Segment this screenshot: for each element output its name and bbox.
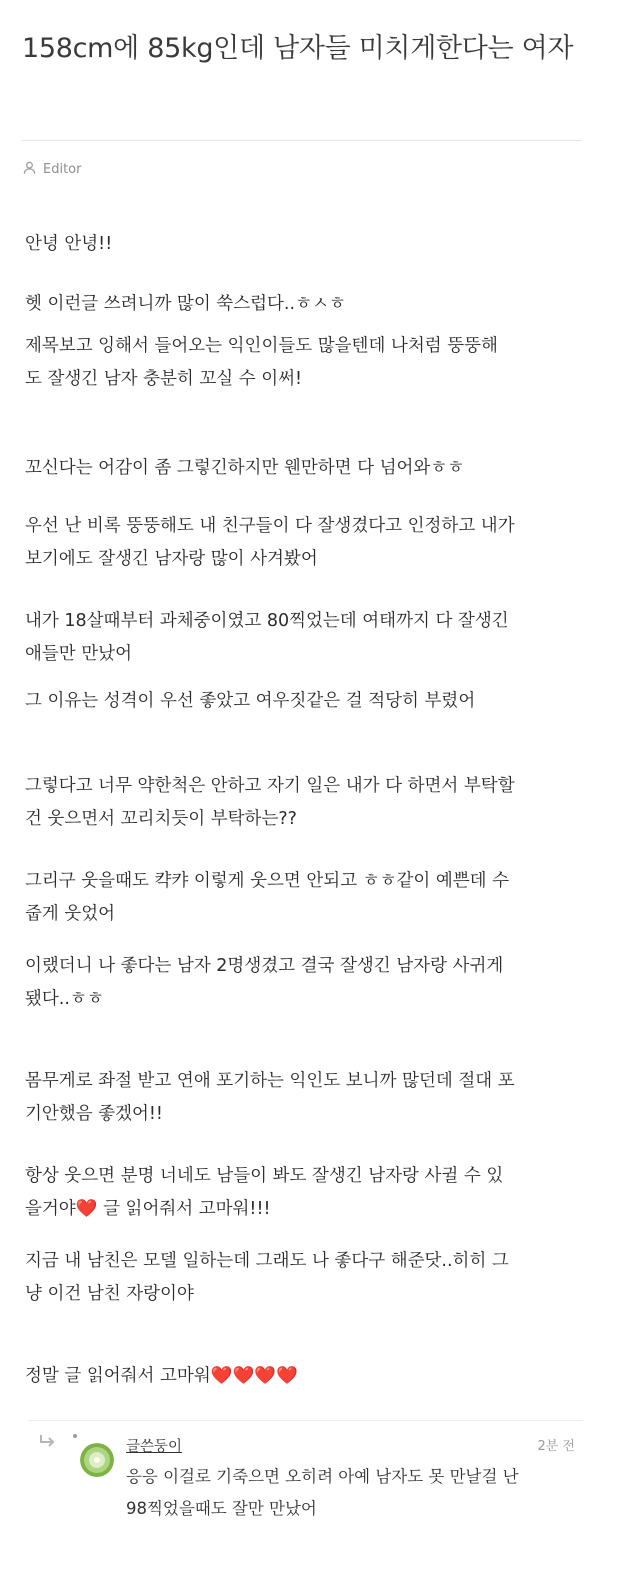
kiwi-avatar-icon[interactable] bbox=[80, 1443, 114, 1477]
paragraph: 꼬신다는 어감이 좀 그렇긴하지만 웬만하면 다 넘어와ㅎㅎ bbox=[25, 458, 465, 478]
paragraph: 정말 글 읽어줘서 고마워❤️❤️❤️❤️ bbox=[25, 1366, 298, 1386]
post-title: 158cm에 85kg인데 남자들 미치게한다는 여자 bbox=[22, 33, 574, 64]
user-icon bbox=[22, 160, 37, 179]
paragraph: 안녕 안녕!! bbox=[25, 234, 113, 254]
paragraph: 몸무게로 좌절 받고 연애 포기하는 익인도 보니까 많던데 절대 포 기안했음 좋겠어!! bbox=[25, 1071, 515, 1124]
title-divider bbox=[22, 140, 582, 141]
paragraph: 헷 이런글 쓰려니까 많이 쑥스럽다..ㅎㅅㅎ bbox=[25, 294, 346, 314]
paragraph: 이랬더니 나 좋다는 남자 2명생겼고 결국 잘생긴 남자랑 사귀게 됐다..ㅎㅎ bbox=[25, 956, 504, 1009]
comment-author-name[interactable]: 글쓴둥이 bbox=[126, 1439, 183, 1455]
paragraph: 지금 내 남친은 모델 일하는데 그래도 나 좋다구 해준닷..히히 그 냥 이건 남친 자랑이야 bbox=[25, 1251, 509, 1304]
paragraph: 그렇다고 너무 약한척은 안하고 자기 일은 내가 다 하면서 부탁할 건 웃으면서 꼬리치듯이 부탁하는?? bbox=[25, 776, 515, 829]
paragraph: 항상 웃으면 분명 너네도 남들이 봐도 잘생긴 남자랑 사귈 수 있 을거야❤️ 글 읽어줘서 고마워!!! bbox=[25, 1166, 504, 1219]
reply-arrow-icon bbox=[38, 1433, 56, 1447]
paragraph: 그 이유는 성격이 우선 좋았고 여우짓같은 걸 적당히 부렸어 bbox=[25, 691, 476, 711]
paragraph: 내가 18살때부터 과체중이였고 80찍었는데 여태까지 다 잘생긴 애들만 만났어 bbox=[25, 611, 509, 664]
paragraph: 우선 난 비록 뚱뚱해도 내 친구들이 다 잘생겼다고 인정하고 내가 보기에도 잘생긴 남자랑 많이 사겨봤어 bbox=[25, 516, 515, 569]
comment-timestamp: 2분 전 bbox=[537, 1439, 575, 1454]
comment bbox=[28, 1420, 583, 1540]
paragraph: 그리구 웃을때도 캭캬 이렇게 웃으면 안되고 ㅎㅎ같이 예쁜데 수 줍게 웃었어 bbox=[25, 871, 510, 924]
paragraph: 제목보고 잉해서 들어오는 익인이들도 많을텐데 나처럼 뚱뚱해 도 잘생긴 남자 충분히 꼬실 수 이써! bbox=[25, 336, 498, 389]
comment-text: 응응 이걸로 기죽으면 오히려 아예 남자도 못 만날걸 난 98찍었을때도 잘만 만났어 bbox=[126, 1467, 519, 1518]
dot-marker bbox=[73, 1434, 77, 1438]
author-name: Editor bbox=[43, 162, 82, 177]
author-line[interactable] bbox=[22, 160, 81, 179]
